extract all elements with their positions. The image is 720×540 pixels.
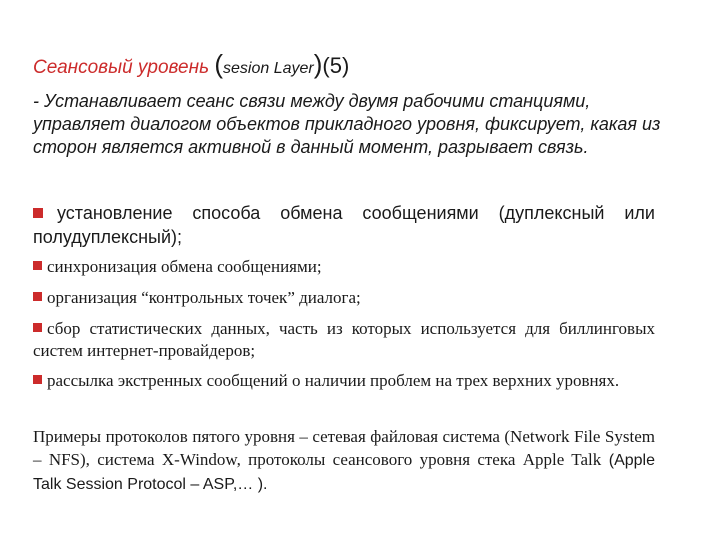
protocols-paragraph bbox=[33, 425, 655, 496]
bullet-text: установление способа обмена сообщениями (дуплексный или полудуплексный); bbox=[33, 203, 655, 247]
protocols-text: Примеры протоколов пятого уровня – сетевая файловая система (Network File System – NFS), система X-Window, протоколы сеансового уровня стека Apple Talk bbox=[33, 427, 655, 469]
title-paren-close: ) bbox=[313, 49, 323, 79]
bullet-text: синхронизация обмена сообщениями; bbox=[47, 257, 322, 276]
title-english: sesion Layer bbox=[223, 60, 314, 77]
protocols-asp-text: (Apple Talk Session Protocol – ASP,… ). bbox=[33, 452, 655, 493]
bullet-item bbox=[33, 287, 655, 309]
bullet-text: организация “контрольных точек” диалога; bbox=[47, 288, 361, 307]
bullet-item bbox=[33, 256, 655, 278]
square-bullet-icon bbox=[33, 208, 43, 218]
square-bullet-icon bbox=[33, 375, 42, 384]
square-bullet-icon bbox=[33, 323, 42, 332]
slide-title bbox=[33, 50, 673, 83]
bullet-text: рассылка экстренных сообщений о наличии проблем на трех верхних уровнях. bbox=[47, 371, 620, 390]
bullet-item bbox=[33, 201, 655, 249]
title-number: (5) bbox=[322, 53, 350, 78]
bullet-item bbox=[33, 370, 655, 392]
title-main: Сеансовый уровень bbox=[33, 57, 210, 78]
lead-paragraph: - Устанавливает сеанс связи между двумя рабочими станциями, управляет диалогом объектов прикладного уровня, фиксирует, какая из сторон является активной в данный момент, разрывает связь. bbox=[33, 91, 661, 157]
square-bullet-icon bbox=[33, 261, 42, 270]
title-paren-open: ( bbox=[214, 49, 224, 79]
bullet-text: сбор статистических данных, часть из которых используется для биллинговых систем интернет-провайдеров; bbox=[33, 319, 655, 360]
square-bullet-icon bbox=[33, 292, 42, 301]
bullet-item bbox=[33, 318, 655, 362]
